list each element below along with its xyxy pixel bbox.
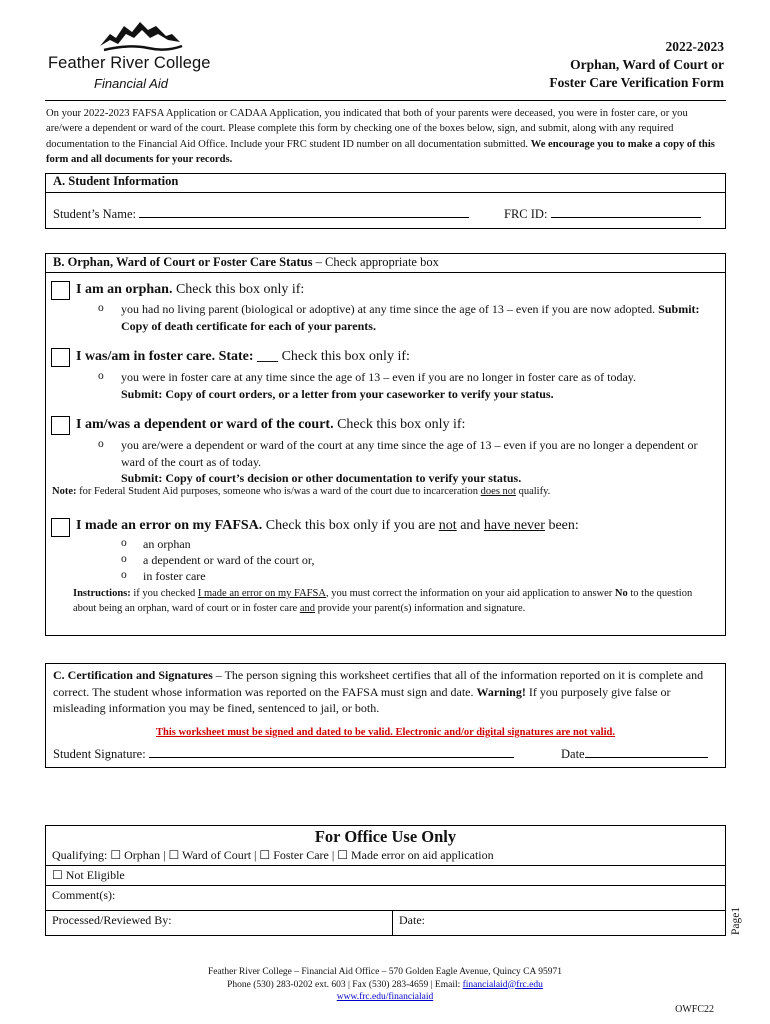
ward-submit: Submit: Copy of court’s decision or other documentation to verify your status. <box>121 471 522 485</box>
error-heading-bold: I made an error on my FAFSA. <box>76 518 263 533</box>
section-b-title-suffix: – Check appropriate box <box>312 255 439 269</box>
office-header-cell <box>46 826 726 866</box>
foster-submit: Submit: Copy of court orders, or a letter from your caseworker to verify your status. <box>121 386 554 401</box>
orphan-submit: Submit: Copy of death certificate for each of your parents. <box>121 302 700 333</box>
instructions-text4: provide your parent(s) information and signature. <box>315 603 526 614</box>
footer-email-link[interactable]: financialaid@frc.edu <box>462 979 543 990</box>
orphan-heading <box>76 282 304 298</box>
section-c-certification <box>45 663 726 768</box>
instructions-text3: to the question about being an orphan, ward of court or in foster care <box>73 588 693 614</box>
date-field[interactable] <box>561 744 708 762</box>
foster-heading-bold: I was/am in foster care. State: ___ <box>76 349 279 364</box>
signature-requirement <box>46 722 725 740</box>
section-b-status <box>45 253 726 636</box>
foster-care-checkbox[interactable] <box>51 348 70 367</box>
orphan-condition-text: you had no living parent (biological or adoptive) at any time since the age of 13 – even if you are now adopted. <box>121 302 656 316</box>
section-c-title: C. Certification and Signatures <box>53 668 213 682</box>
error-bullet-2: a dependent or ward of the court or, <box>143 553 315 567</box>
certification-text1: – The person signing this worksheet certifies that all of the information reported on it is complete and correct. The student whose information was reported on the FAFSA must sign and date. <box>53 668 704 699</box>
error-bullet-3: in foster care <box>143 569 206 583</box>
orphan-heading-rest: Check this box only if: <box>172 282 305 297</box>
student-name-label: Student’s Name: <box>53 207 136 221</box>
warning-label: Warning! <box>476 684 526 699</box>
note-end: qualify. <box>515 486 551 497</box>
section-a-student-info <box>45 173 726 229</box>
bullet-icon: o <box>98 370 104 382</box>
footer <box>0 966 770 1004</box>
footer-contact <box>0 979 770 992</box>
form-title-line1: Orphan, Ward of Court or <box>570 57 724 72</box>
signature-line[interactable] <box>149 744 514 758</box>
intro-emphasis: We encourage you to make a copy of this form and all documents for your records. <box>46 138 715 165</box>
not-eligible-option: ☐ Not Eligible <box>52 868 125 882</box>
foster-condition <box>121 369 721 402</box>
error-heading <box>76 518 579 534</box>
not-eligible-row <box>46 866 726 886</box>
section-a-divider <box>46 192 725 193</box>
instructions-no: No <box>614 588 628 599</box>
frc-id-field[interactable] <box>504 204 701 222</box>
error-heading-text2: and <box>456 518 484 533</box>
section-b-title-bold: B. Orphan, Ward of Court or Foster Care Status <box>53 255 313 269</box>
note-underlined: does not <box>480 486 516 497</box>
college-name: Feather River College <box>48 54 211 72</box>
bullet-icon: o <box>121 553 127 565</box>
form-year: 2022-2023 <box>665 39 724 54</box>
certification-text <box>53 667 721 717</box>
error-bullet-1: an orphan <box>143 537 191 551</box>
intro-paragraph <box>46 106 726 167</box>
qualifying-options: Qualifying: ☐ Orphan | ☐ Ward of Court | ☐ Foster Care | ☐ Made error on aid application <box>52 848 494 862</box>
office-date-cell <box>393 911 726 936</box>
fafsa-error-checkbox[interactable] <box>51 518 70 537</box>
error-heading-have-never: have never <box>483 518 545 533</box>
college-subtitle: Financial Aid <box>94 76 168 91</box>
intro-text: On your 2022-2023 FAFSA Application or CADAA Application, you indicated that both of your parents were deceased, you were in foster care, or you are/were a dependent or ward of the court. Please complete this form by checking one of the boxes below, sign, and submit, along with any required documentation to the Financial Aid Office. Include your FRC student ID number on all documentation submitted. <box>46 108 688 150</box>
ward-heading-bold: I am/was a dependent or ward of the court. <box>76 417 334 432</box>
note-text: for Federal Student Aid purposes, someone who is/was a ward of the court due to incarceration <box>76 486 481 497</box>
comments-row <box>46 886 726 911</box>
office-use-table <box>45 825 726 936</box>
section-b-title <box>53 255 439 270</box>
comments-label: Comment(s): <box>52 888 116 902</box>
ward-of-court-checkbox[interactable] <box>51 416 70 435</box>
foster-heading <box>76 349 410 365</box>
section-b-divider <box>46 272 725 273</box>
error-heading-text3: been: <box>544 518 579 533</box>
bullet-icon: o <box>121 537 127 549</box>
signature-label: Student Signature: <box>53 747 146 761</box>
mountain-logo-icon <box>100 22 180 46</box>
ward-condition <box>121 437 719 487</box>
certification-text2: If you purposely give false or misleading information you may be fined, sentenced to jail, or both. <box>53 684 671 715</box>
student-signature-field[interactable] <box>53 744 514 762</box>
frc-id-label: FRC ID: <box>504 207 548 221</box>
foster-heading-rest: Check this box only if: <box>278 349 410 364</box>
note-label: Note: <box>52 486 77 497</box>
error-heading-text1: Check this box only if you are <box>262 518 439 533</box>
signature-requirement-text: This worksheet must be signed and dated to be valid. Electronic and/or digital signatures are not valid. <box>156 727 615 738</box>
instructions-text2: , you must correct the information on your aid application to answer <box>325 588 615 599</box>
instructions-underlined: I made an error on my FAFSA <box>197 588 326 599</box>
frc-id-line[interactable] <box>551 204 701 218</box>
bullet-icon: o <box>121 569 127 581</box>
section-a-title: A. Student Information <box>53 174 179 188</box>
footer-website-link[interactable]: www.frc.edu/financialaid <box>336 992 434 1002</box>
foster-condition-text: you were in foster care at any time since the age of 13 – even if you are no longer in foster care as of today. <box>121 370 637 384</box>
ward-heading <box>76 417 465 433</box>
office-title: For Office Use Only <box>314 827 457 846</box>
ward-heading-rest: Check this box only if: <box>333 417 466 432</box>
date-label: Date <box>561 747 585 761</box>
error-heading-not: not <box>438 518 457 533</box>
footer-address: Feather River College – Financial Aid Office – 570 Golden Eagle Avenue, Quincy CA 95971 <box>208 967 562 977</box>
error-instructions <box>73 586 713 616</box>
office-date-label: Date: <box>399 913 425 927</box>
footer-phone-fax: Phone (530) 283-0202 ext. 603 | Fax (530) 283-4659 | Email: <box>227 979 463 990</box>
form-code: OWFC22 <box>675 1004 714 1015</box>
student-name-field[interactable] <box>53 204 469 222</box>
processed-by-label: Processed/Reviewed By: <box>52 913 172 927</box>
date-line[interactable] <box>585 744 708 758</box>
orphan-checkbox[interactable] <box>51 281 70 300</box>
orphan-heading-bold: I am an orphan. <box>76 282 173 297</box>
form-title-line2: Foster Care Verification Form <box>549 75 724 90</box>
student-name-line[interactable] <box>139 204 469 218</box>
ward-condition-text: you are/were a dependent or ward of the court at any time since the age of 13 – even if you are no longer a dependent or ward of the court as of today. <box>121 438 698 469</box>
header-divider <box>45 100 726 101</box>
instructions-label: Instructions: <box>73 588 131 599</box>
form-title <box>549 38 724 92</box>
orphan-condition <box>121 301 701 334</box>
page-number: Page1 <box>730 906 742 935</box>
bullet-icon: o <box>98 302 104 314</box>
processed-by-cell <box>46 911 393 936</box>
instructions-and: and <box>299 603 316 614</box>
ward-note <box>52 486 550 497</box>
bullet-icon: o <box>98 438 104 450</box>
instructions-text1: if you checked <box>130 588 198 599</box>
